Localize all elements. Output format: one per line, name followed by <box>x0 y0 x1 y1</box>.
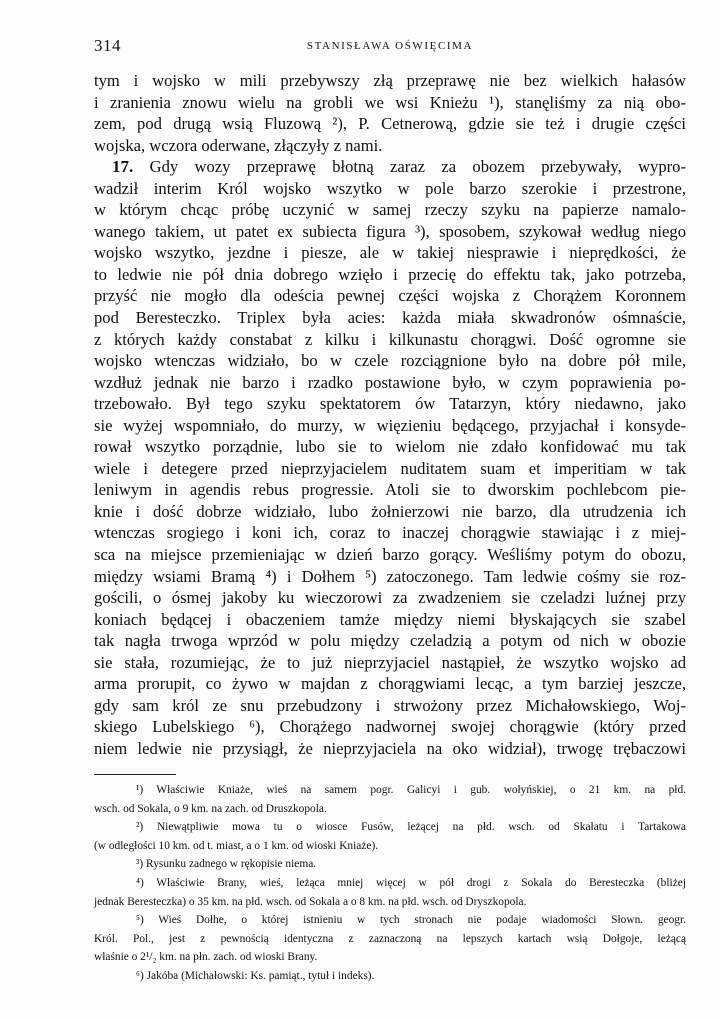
text-line: wtenczas srogiego i koni ich, coraz to inaczej chorągwie stawiając i z miej- <box>94 523 686 543</box>
footnote-divider <box>94 774 176 775</box>
footnote-line: ³) Rysunku zadnego w rękopisie niema. <box>136 858 317 871</box>
text-line: niem ledwie nie przysiągł, że nieprzyjaciela na oko widział), trwogę trębaczowi <box>94 738 686 758</box>
text-line: sie stała, rozumiejąc, że to już nieprzyjaciel nastąpieł, że wszytko wojsko ad <box>94 652 686 672</box>
text-line: przyść nie mogło dla odeścia pewnej części wojska z Chorążem Koronnem <box>94 286 686 306</box>
text-line: leniwym in agendis rebus progressie. Atoli sie to dworskim pochlebcom pie- <box>94 480 686 500</box>
text-line: zem, pod drugą wsią Fluzową ²), P. Cetnerową, gdzie sie też i drugie części <box>94 114 686 134</box>
text-line: wojsko wszytko, jezdne i piesze, ale w takiej niesprawie i nieprędkości, że <box>94 243 686 263</box>
body-text <box>94 70 686 760</box>
paragraph-start-line <box>94 156 686 178</box>
footnote-line: właśnie o 2¹/₂ km. na płn. zach. od wioski Brany. <box>94 951 318 964</box>
text-line: i zranienia znowu wielu na grobli we wsi Knieżu ¹), stanęliśmy za nią obo- <box>94 92 686 112</box>
footnote-line: jednak Beresteczka) o 35 km. na płd. wsch. od Sokala a o 8 km. na płd. wsch. od Dryszkopola. <box>94 895 527 908</box>
text-line: koniach będącej i obaczeniem tamże między niemi błyskających sie szabel <box>94 609 686 629</box>
text-line: wojsko wtenczas widziało, bo w czele rozciągnione było na dobre pół mile, <box>94 351 686 371</box>
footnote-line: ⁶) Jakóba (Michałowski: Ks. pamiąt., tytuł i indeks). <box>136 969 375 982</box>
text-line: sca na miejsce przemieniając w dzień barzo gorący. Weśliśmy potym do obozu, <box>94 545 686 565</box>
footnote-line: (w odległości 10 km. od t. miast, a o 1 km. od wioski Kniaże). <box>94 839 379 852</box>
text-line: sie wyżej wspomniało, do murzy, w więzieniu będącego, przyjachał i konsyde- <box>94 415 686 435</box>
running-head: STANISŁAWA OŚWIĘCIMA <box>306 40 474 52</box>
page-number: 314 <box>94 36 121 55</box>
text-line: rował wszytko porządnie, lubo sie to wielom nie zdało konfidować mu tak <box>94 437 686 457</box>
text-line: trzebowało. Był tego szyku spektatorem ów Tatarzyn, który niedawno, jako <box>94 394 686 414</box>
text-line: Gdy wozy przeprawę błotną zaraz za obozem przebywały, wypro- <box>149 157 686 177</box>
section-number: 17. <box>112 157 134 177</box>
text-line: między wsiami Bramą ⁴) i Dołhem ⁵) zatoczonego. Tam ledwie cośmy sie roz- <box>94 566 686 586</box>
text-line: tak nagła trwoga wprzód w polu między czeladzią a potym od nich w obozie <box>94 631 686 651</box>
text-line: gościli, o ósmej jakoby ku wieczorowi za zwadzeniem sie czeladzi luźnej przy <box>94 588 686 608</box>
text-line: to ledwie nie pół dnia dobrego wzięło i przecię do effektu tak, jako potrzeba, <box>94 264 686 284</box>
text-line: w którym chcąc próbę uczynić w samej rzeczy szyku na papierze namalo- <box>94 200 686 220</box>
text-line: knie i dość dobrze widziało, lubo żołnierzowi nie barzo, dla utrudzenia ich <box>94 501 686 521</box>
footnote-line: ⁵) Wieś Dołhe, o której istnieniu w tych stronach nie podaje wiadomości Słown. geogr. <box>136 914 686 927</box>
footnote-line: Król. Pol., jest z pewnością identyczna z zaznaczoną na lepszych kartach wsią Dołgoje, leżącą <box>94 932 686 945</box>
text-line: wzdłuż jednak nie barzo i rzadko postawione było, w czym poprawienia po- <box>94 372 686 392</box>
text-line: skiego Lubelskiego ⁶), Chorążego nadwornej swojej chorągwie (który przed <box>94 717 686 737</box>
page-header <box>94 36 686 60</box>
text-line: z których każdy constabat z kilku i kilkunastu chorągwi. Dość ogromne sie <box>94 329 686 349</box>
text-line: gdy sam król ze snu przebudzony i strwożony przez Michałowskiego, Woj- <box>94 695 686 715</box>
text-line: wojska, wczora oderwane, złączyły z nami. <box>94 135 383 155</box>
footnote-line: ⁴) Właściwie Brany, wieś, leżąca mniej więcej w pół drogi z Sokala do Beresteczka (bliżej <box>136 876 686 889</box>
text-line: arma prorupit, co żywo w majdan z chorągwiami lecąc, a tym barziej jeszcze, <box>94 674 686 694</box>
text-line: wiele i detegere przed nieprzyjacielem nuditatem suam et imperitiam w tak <box>94 458 686 478</box>
footnote-line: ¹) Właściwie Kniaże, wieś na samem pogr. Galicyi i gub. wołyńskiej, o 21 km. na płd. <box>136 784 686 796</box>
footnote-line: ²) Niewątpliwie mowa tu o wiosce Fusów, leżącej na płd. wsch. od Skałatu i Tartakowa <box>136 821 686 834</box>
footnote-line: wsch. od Sokala, o 9 km. na zach. od Druszkopola. <box>94 802 327 815</box>
footnotes <box>94 781 686 986</box>
text-line: tym i wojsko w mili przebywszy złą przeprawę nie bez wielkich hałasów <box>94 71 686 90</box>
text-line: wadził interim Król wojsko wszytko w pole barzo szerokie i przestrone, <box>94 178 686 198</box>
text-line: wanego takiem, ut patet ex subiecta figura ³), sposobem, szykował według niego <box>94 221 686 241</box>
text-line: pod Beresteczko. Triplex była acies: każda miała skwadronów ośmnaście, <box>94 308 686 328</box>
